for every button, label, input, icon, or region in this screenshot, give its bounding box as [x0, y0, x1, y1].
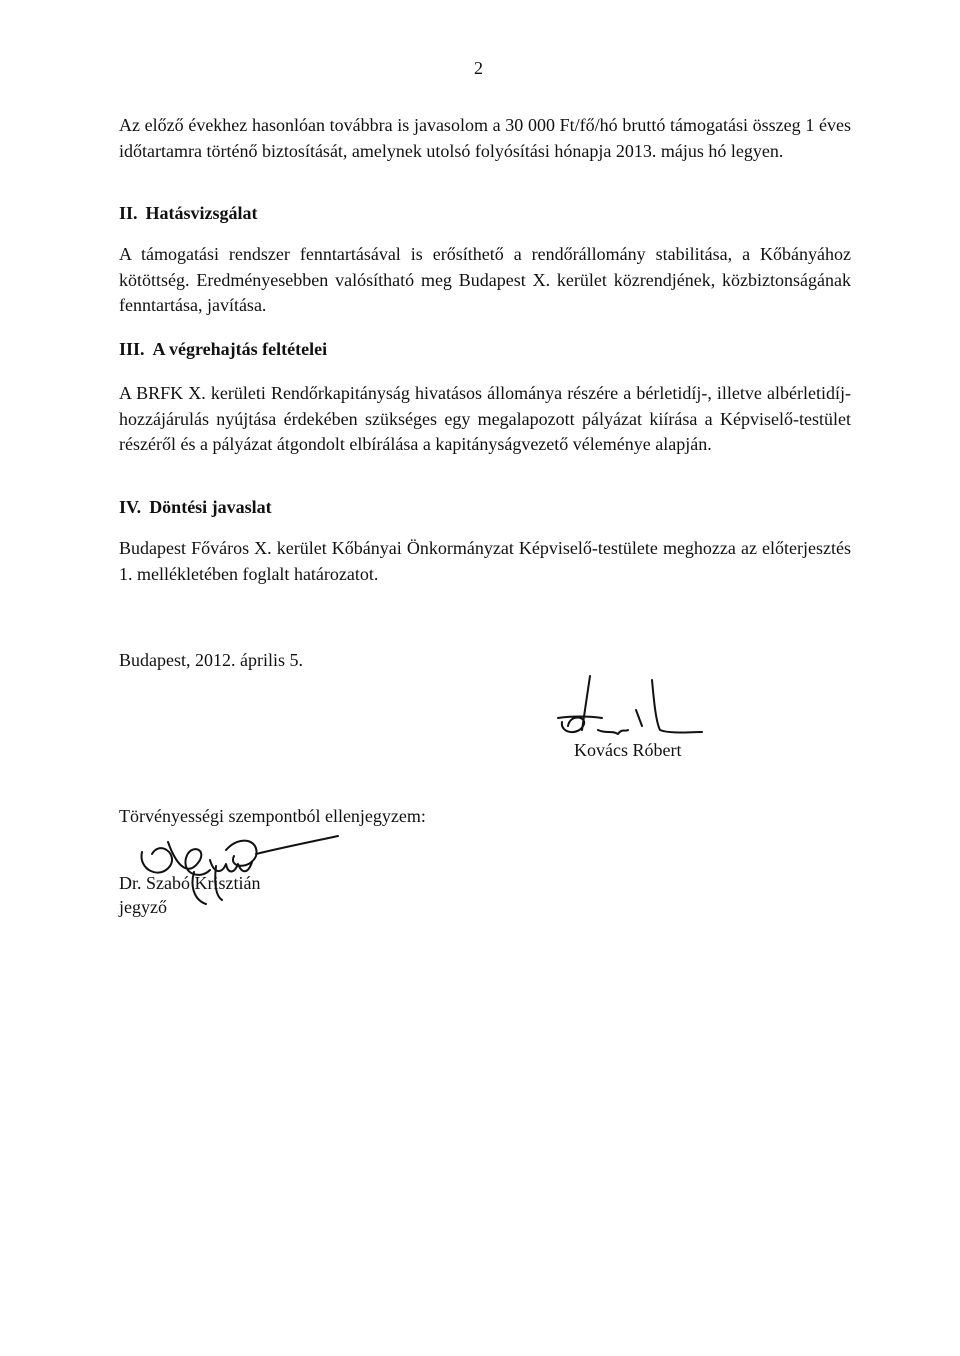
section-title: Döntési javaslat	[149, 497, 272, 517]
section-number: IV.	[119, 497, 142, 517]
place-date: Budapest, 2012. április 5.	[119, 650, 303, 670]
section-heading-iv	[119, 497, 272, 518]
section-text-iv: Budapest Főváros X. kerület Kőbányai Önkormányzat Képviselő-testülete meghozza az előterjesztés 1. mellékletében foglalt határozatot.	[119, 538, 851, 584]
section-number: III.	[119, 339, 145, 359]
section-number: II.	[119, 203, 138, 223]
signature-mark	[540, 672, 710, 742]
section-text-ii: A támogatási rendszer fenntartásával is erősíthető a rendőrállomány stabilitása, a Kőbányához kötöttség. Eredményesebben valósítható meg Budapest X. kerület közrendjének, közbiztonságának fenntartása, javítása.	[119, 244, 851, 315]
intro-paragraph: Az előző évekhez hasonlóan továbbra is javasolom a 30 000 Ft/fő/hó bruttó támogatási összeg 1 éves időtartamra történő biztosítását, amelynek utolsó folyósítási hónapja 2013. május hó legyen.	[119, 115, 851, 161]
signatory-name: Kovács Róbert	[574, 740, 682, 760]
countersign-label: Törvényességi szempontból ellenjegyzem:	[119, 806, 426, 826]
countersign-name: Dr. Szabó Krisztián	[119, 873, 261, 893]
countersign-title: jegyző	[119, 897, 167, 917]
section-heading-ii	[119, 203, 258, 224]
section-title: A végrehajtás feltételei	[152, 339, 328, 359]
section-heading-iii	[119, 339, 327, 360]
section-title: Hatásvizsgálat	[145, 203, 258, 223]
page-number: 2	[474, 58, 483, 78]
section-text-iii: A BRFK X. kerületi Rendőrkapitányság hivatásos állománya részére a bérletidíj-, illetve albérletidíj-hozzájárulás nyújtása érdekében szükséges egy megalapozott pályázat kiírása a Képviselő-testület részéről és a pályázat átgondolt elbírálása a kapitányságvezető véleménye alapján.	[119, 383, 851, 454]
